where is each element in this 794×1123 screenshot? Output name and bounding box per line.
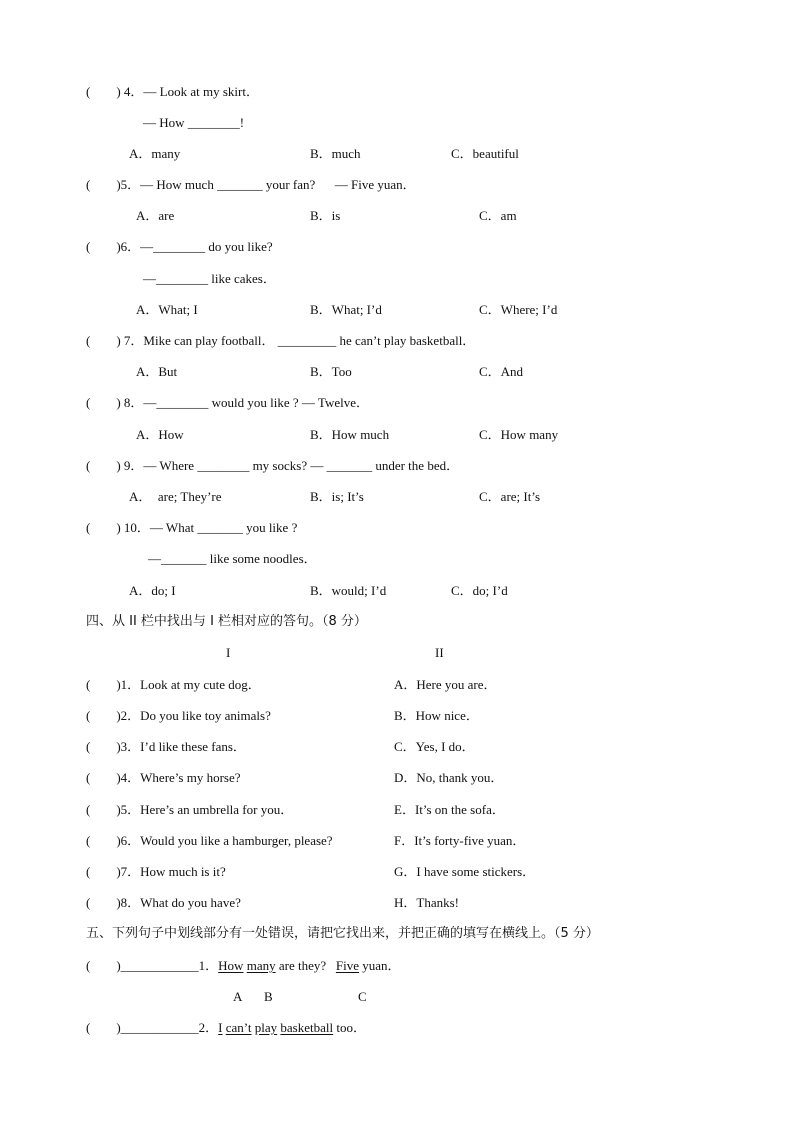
section4-title: 四、从 II 栏中找出与 I 栏相对应的答句。（8 分） <box>86 614 367 629</box>
q7-option-b[interactable]: B．Too <box>310 364 352 379</box>
q5-option-b[interactable]: B．is <box>310 208 341 223</box>
q8-option-a[interactable]: A．How <box>136 427 184 442</box>
q5-option-a[interactable]: A．are <box>136 208 175 223</box>
match-left-1: ( )1．Look at my cute dog． <box>86 677 261 692</box>
error2-word-1: I <box>218 1020 223 1035</box>
section4-column-i: I <box>226 645 231 660</box>
match-left-5: ( )5．Here’s an umbrella for you． <box>86 802 294 817</box>
q4-reply: — How ________! <box>143 115 245 130</box>
error-label-b: B <box>264 989 273 1004</box>
error-sentence-2 <box>86 1020 366 1036</box>
match-right-b: B．How nice． <box>394 708 479 723</box>
match-right-e: E．It’s on the sofa． <box>394 802 505 817</box>
q10-reply: —_______ like some noodles． <box>148 551 317 566</box>
q10-option-a[interactable]: A．do; I <box>129 583 176 598</box>
error2-word-2: can’t <box>225 1020 252 1035</box>
error-sentence-2-prefix: ( )____________2． <box>86 1020 219 1035</box>
q8-option-b[interactable]: B．How much <box>310 427 390 442</box>
q4-option-a[interactable]: A．many <box>129 146 181 161</box>
match-left-3: ( )3．I’d like these fans． <box>86 739 246 754</box>
q7-option-c[interactable]: C．And <box>479 364 524 379</box>
section5-title: 五、下列句子中划线部分有一处错误，请把它找出来，并把正确的填写在横线上。（5 分） <box>86 926 599 941</box>
match-left-4: ( )4．Where’s my horse? <box>86 770 241 785</box>
q6-reply: —________ like cakes． <box>143 271 276 286</box>
error-sentence-1-prefix: ( )____________1． <box>86 958 219 973</box>
q5-stem: ( )5．— How much _______ your fan? — Five yuan． <box>86 177 416 192</box>
match-right-h: H．Thanks! <box>394 895 459 910</box>
q6-option-b[interactable]: B．What; I’d <box>310 302 382 317</box>
match-left-2: ( )2．Do you like toy animals? <box>86 708 271 723</box>
error-label-a: A <box>233 989 243 1004</box>
error-sentence-2-tail: too． <box>333 1020 366 1035</box>
error-sentence-1-middle: are they? <box>275 958 336 973</box>
q6-stem: ( )6．—________ do you like? <box>86 239 273 254</box>
q10-option-b[interactable]: B．would; I’d <box>310 583 387 598</box>
match-left-8: ( )8．What do you have? <box>86 895 241 910</box>
error-option-a: How <box>218 958 244 973</box>
match-right-a: A．Here you are． <box>394 677 497 692</box>
q7-option-a[interactable]: A．But <box>136 364 178 379</box>
match-right-f: F．It’s forty-five yuan． <box>394 833 526 848</box>
error2-word-4: basketball <box>280 1020 334 1035</box>
q10-stem: ( ) 10．— What _______ you like ? <box>86 520 298 535</box>
q4-stem: ( ) 4．— Look at my skirt． <box>86 84 259 99</box>
error-sentence-1-tail: yuan． <box>359 958 401 973</box>
error2-word-3: play <box>254 1020 278 1035</box>
match-left-6: ( )6．Would you like a hamburger, please? <box>86 833 333 848</box>
error-option-c: Five <box>335 958 359 973</box>
q10-option-c[interactable]: C．do; I’d <box>451 583 508 598</box>
match-left-7: ( )7．How much is it? <box>86 864 226 879</box>
error-label-c: C <box>358 989 367 1004</box>
match-right-g: G．I have some stickers． <box>394 864 536 879</box>
q6-option-c[interactable]: C．Where; I’d <box>479 302 558 317</box>
q4-option-b[interactable]: B．much <box>310 146 361 161</box>
q6-option-a[interactable]: A．What; I <box>136 302 198 317</box>
q9-stem: ( ) 9．— Where ________ my socks? — _______ under the bed． <box>86 458 460 473</box>
q9-option-c[interactable]: C．are; It’s <box>479 489 541 504</box>
q9-option-a[interactable]: A． are; They’re <box>129 489 222 504</box>
section4-column-ii: II <box>435 645 444 660</box>
q8-stem: ( ) 8．—________ would you like ? — Twelve． <box>86 395 370 410</box>
q5-option-c[interactable]: C．am <box>479 208 517 223</box>
q9-option-b[interactable]: B．is; It’s <box>310 489 364 504</box>
error-option-b: many <box>246 958 276 973</box>
q8-option-c[interactable]: C．How many <box>479 427 559 442</box>
match-right-d: D．No, thank you． <box>394 770 504 785</box>
q4-option-c[interactable]: C．beautiful <box>451 146 519 161</box>
match-right-c: C．Yes, I do． <box>394 739 475 754</box>
error-sentence-1 <box>86 958 401 974</box>
q7-stem: ( ) 7．Mike can play football． _________ he can’t play basketball． <box>86 333 476 348</box>
